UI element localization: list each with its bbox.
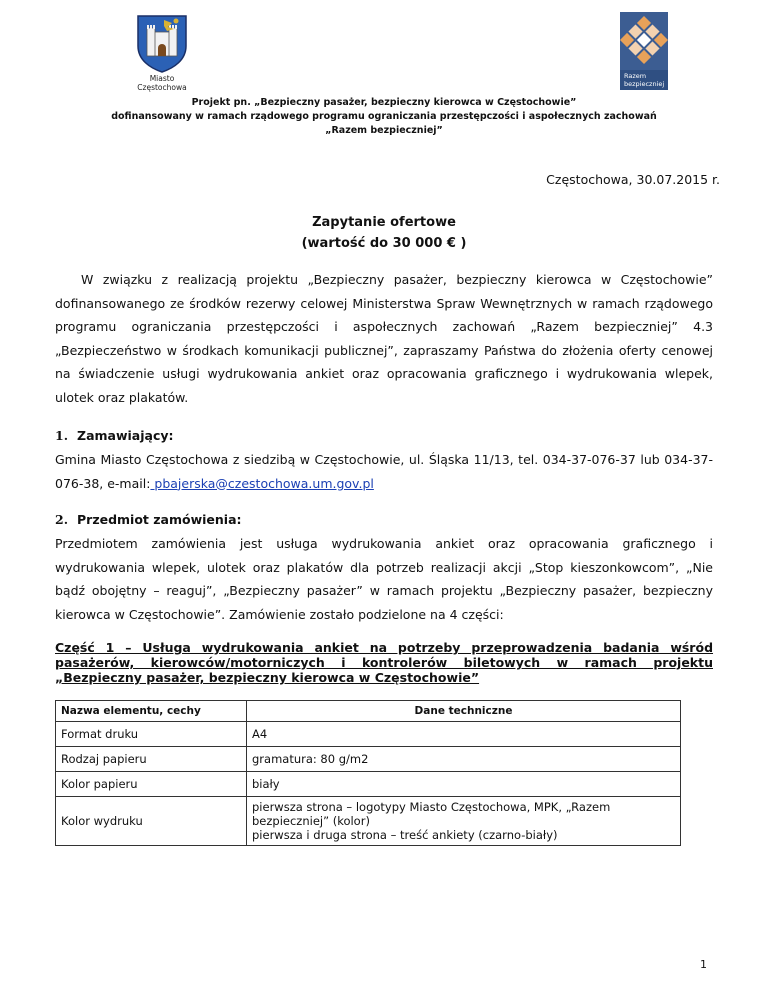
section-1-number: 1. xyxy=(55,428,69,443)
page-number: 1 xyxy=(700,958,707,971)
part-1-heading xyxy=(55,640,713,685)
section-1-text: Gmina Miasto Częstochowa z siedzibą w Częstochowie, ul. Śląska 11/13, tel. 034-37-076-37 lub 034-37-076-38, e-mail: xyxy=(55,452,713,491)
document-subtitle: (wartość do 30 000 € ) xyxy=(301,236,467,251)
project-header xyxy=(40,96,728,138)
table-cell: Rodzaj papieru xyxy=(56,747,247,772)
email-link[interactable]: pbajerska@czestochowa.um.gov.pl xyxy=(150,475,374,491)
table-cell xyxy=(247,797,681,846)
part-1-label: Część 1 xyxy=(55,640,115,655)
table-cell: biały xyxy=(247,772,681,797)
project-line-3: „Razem bezpieczniej” xyxy=(325,125,443,136)
city-logo xyxy=(128,12,196,92)
table-cell: gramatura: 80 g/m2 xyxy=(247,747,681,772)
technical-spec-table xyxy=(55,700,681,846)
section-2-title: Przedmiot zamówienia: xyxy=(77,512,242,527)
table-cell: Kolor papieru xyxy=(56,772,247,797)
document-date: Częstochowa, 30.07.2015 r. xyxy=(546,172,720,187)
intro-paragraph: W związku z realizacją projektu „Bezpieczny pasażer, bezpieczny kierowca w Częstochowie” dofinansowanego ze środków rezerwy celowej Ministerstwa Spraw Wewnętrznych w ramach rządowego programu ograniczania przestępczości i aspołecznych zachowań „Razem bezpieczniej” 4.3 „Bezpieczeństwo w środkach komunikacji publicznej”, zapraszamy Państwa do złożenia oferty cenowej na świadczenie usługi wydrukowania ankiet oraz opracowania graficznego i wydrukowania wlepek, ulotek oraz plakatów. xyxy=(55,272,713,405)
section-2-number: 2. xyxy=(55,512,69,527)
document-title-block xyxy=(0,212,768,254)
table-cell: A4 xyxy=(247,722,681,747)
table-cell: Format druku xyxy=(56,722,247,747)
table-cell-line: pierwsza i druga strona – treść ankiety (czarno-biały) xyxy=(252,828,558,842)
table-header-cell: Dane techniczne xyxy=(247,701,681,722)
table-row xyxy=(56,772,681,797)
razem-bezpieczniej-logo-icon xyxy=(620,12,668,70)
city-logo-caption-1: Miasto xyxy=(149,74,175,83)
section-1-title: Zamawiający: xyxy=(77,428,174,443)
program-logo-caption-2: bezpieczniej xyxy=(624,80,665,88)
table-row xyxy=(56,722,681,747)
coat-of-arms-icon xyxy=(134,12,190,74)
table-cell: Kolor wydruku xyxy=(56,797,247,846)
program-logo-caption xyxy=(620,70,668,90)
program-logo xyxy=(620,12,668,90)
table-header-row xyxy=(56,701,681,722)
project-line-1: Projekt pn. „Bezpieczny pasażer, bezpieczny kierowca w Częstochowie” xyxy=(191,97,577,108)
part-1-text: – Usługa wydrukowania ankiet na potrzeby przeprowadzenia badania wśród pasażerów, kierowców/motorniczych i kontrolerów biletowych w ramach projektu „Bezpieczny pasażer, bezpieczny kierowca w Częstochowie” xyxy=(55,640,714,685)
document-title: Zapytanie ofertowe xyxy=(312,215,456,230)
project-line-2: dofinansowany w ramach rządowego programu ograniczania przestępczości i aspołecznych zachowań xyxy=(111,111,657,122)
table-cell-line: pierwsza strona – logotypy Miasto Częstochowa, MPK, „Razem bezpieczniej” (kolor) xyxy=(252,800,611,828)
section-1-heading xyxy=(55,428,174,443)
section-1-body xyxy=(55,448,713,495)
table-header-cell: Nazwa elementu, cechy xyxy=(56,701,247,722)
program-logo-caption-1: Razem xyxy=(624,72,647,80)
table-row xyxy=(56,797,681,846)
section-2-heading xyxy=(55,512,242,527)
table-row xyxy=(56,747,681,772)
section-2-body: Przedmiotem zamówienia jest usługa wydrukowania ankiet oraz opracowania graficznego i wydrukowania wlepek, ulotek oraz plakatów dla potrzeb realizacji akcji „Stop kieszonkowcom”, „Nie bądź obojętny – reaguj”, „Bezpieczny pasażer” w ramach projektu „Bezpieczny pasażer, bezpieczny kierowca w Częstochowie”. Zamówienie zostało podzielone na 4 części: xyxy=(55,536,713,622)
city-logo-caption-2: Częstochowa xyxy=(137,83,187,92)
